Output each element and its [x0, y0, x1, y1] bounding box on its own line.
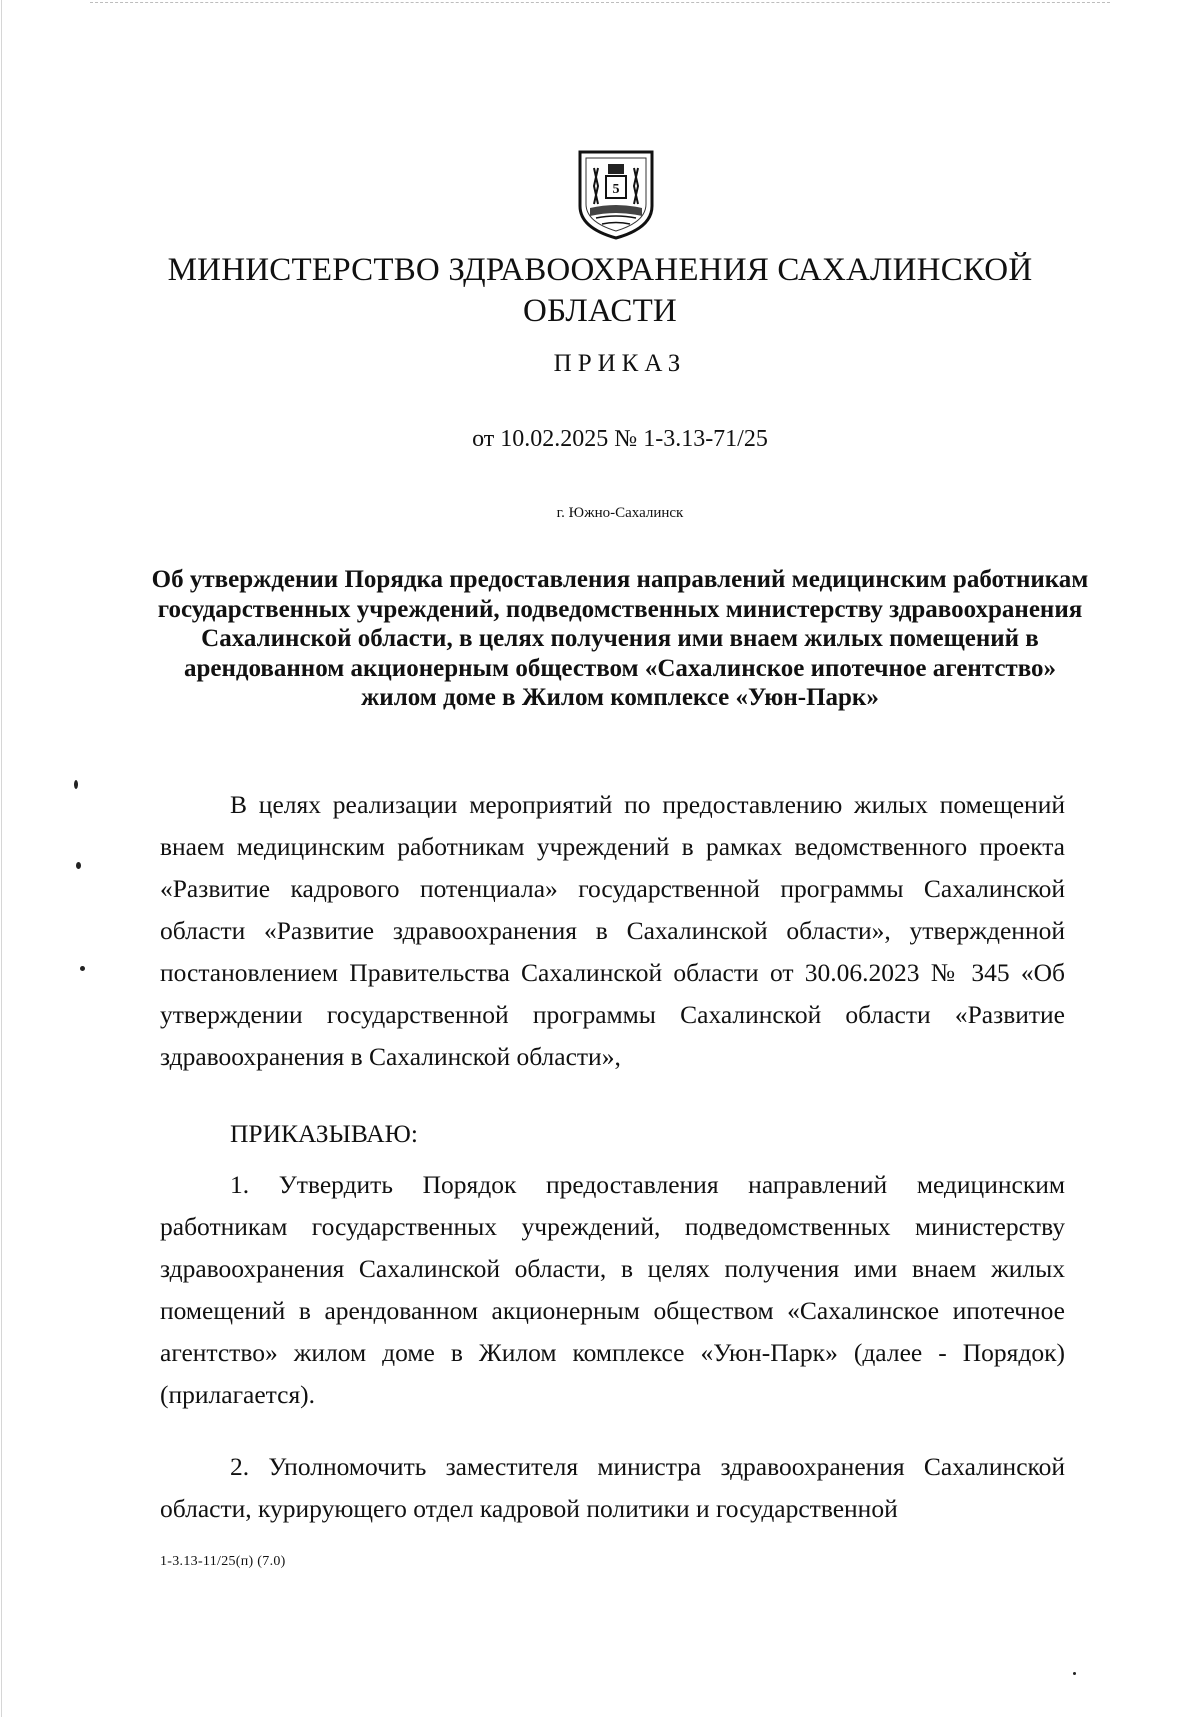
city: г. Южно-Сахалинск: [556, 505, 684, 521]
order-item-1: 1. Утвердить Порядок предоставления направлений медицинским работникам государственных учреждений, подведомственных министерству здравоохранения Сахалинской области, в целях получения ими внаем жилых помещений в арендованном акционерным обществом «Сахалинское ипотечное агентство» жилом доме в Жилом комплексе «Уюн-Парк» (далее - Порядок) (прилагается).: [160, 1170, 1065, 1409]
coat-of-arms-icon: [574, 146, 658, 242]
preamble-paragraph: В целях реализации мероприятий по предоставлению жилых помещений внаем медицинским работникам учреждений в рамках ведомственного проекта «Развитие кадрового потенциала» государственной программы Сахалинской области «Развитие здравоохранения в Сахалинской области», утвержденной постановлением Правительства Сахалинской области от 30.06.2023 № 345 «Об утверждении государственной программы Сахалинской области «Развитие здравоохранения в Сахалинской области»,: [160, 790, 1065, 1071]
svg-text:5: 5: [612, 182, 620, 197]
scan-speck: [76, 862, 81, 869]
scan-edge-top: [90, 2, 1110, 3]
document-title: Об утверждении Порядка предоставления направлений медицинским работникам государственных учреждений, подведомственных министерству здравоохранения Сахалинской области, в целях получения ими внаем жилых помещений в арендованном акционерным обществом «Сахалинское ипотечное агентство» жилом доме в Жилом комплексе «Уюн-Парк»: [151, 566, 1089, 711]
order-date-number: от 10.02.2025 № 1-3.13-71/25: [472, 426, 768, 452]
scan-speck: [80, 966, 85, 971]
ministry-name: МИНИСТЕРСТВО ЗДРАВООХРАНЕНИЯ САХАЛИНСКОЙ ОБЛАСТИ: [167, 252, 1033, 329]
scan-speck: [1073, 1672, 1076, 1675]
scan-speck: [74, 780, 78, 789]
document-type: ПРИКАЗ: [553, 350, 687, 377]
order-item-2: 2. Уполномочить заместителя министра здравоохранения Сахалинской области, курирующего отдел кадровой политики и государственной: [160, 1452, 1065, 1523]
footer-document-code: 1-3.13-11/25(п) (7.0): [160, 1554, 286, 1569]
scan-edge-left: [1, 0, 2, 1717]
command-word: ПРИКАЗЫВАЮ:: [230, 1119, 418, 1148]
